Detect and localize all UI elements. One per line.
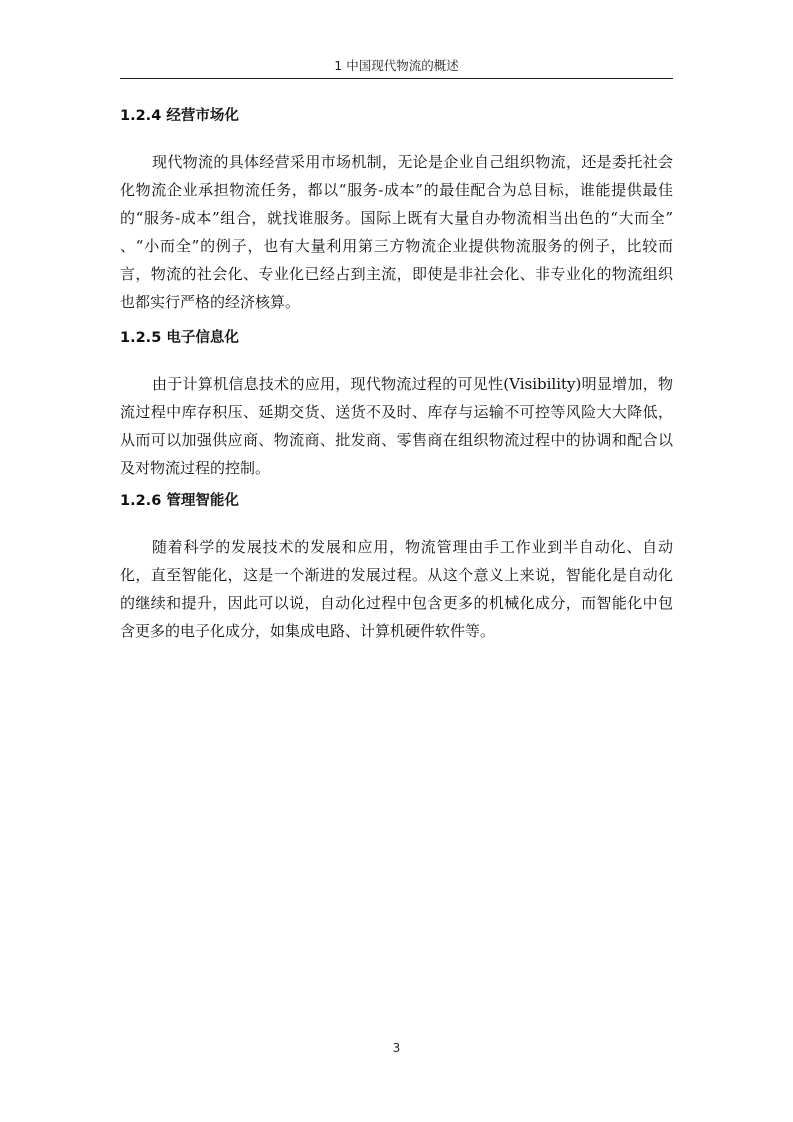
section-heading-1-2-4: 1.2.4 经营市场化 [120, 108, 239, 124]
section-body-1-2-5: 由于计算机信息技术的应用，现代物流过程的可见性(Visibility)明显增加，物流过程中库存积压、延期交货、送货不及时、库存与运输不可控等风险大大降低，从而可以加强供应商、物流商、批发商、零售商在组织物流过程中的协调和配合以及对物流过程的控制。 [120, 375, 673, 477]
page-number: 3 [392, 1041, 401, 1055]
section-body-1-2-6: 随着科学的发展技术的发展和应用，物流管理由手工作业到半自动化、自动化，直至智能化，这是一个渐进的发展过程。从这个意义上来说，智能化是自动化的继续和提升，因此可以说，自动化过程中包含更多的机械化成分，而智能化中包含更多的电子化成分，如集成电路、计算机硬件软件等。 [120, 538, 673, 640]
page-header [120, 58, 673, 79]
section-heading-1-2-5: 1.2.5 电子信息化 [120, 330, 239, 346]
page-header-title: 1 中国现代物流的概述 [334, 58, 459, 73]
section-heading-1-2-6: 1.2.6 管理智能化 [120, 493, 239, 509]
section-body-1-2-4: 现代物流的具体经营采用市场机制，无论是企业自己组织物流，还是委托社会化物流企业承担物流任务，都以“服务-成本”的最佳配合为总目标，谁能提供最佳的“服务-成本”组合，就找谁服务。国际上既有大量自办物流相当出色的“大而全” 、“小而全”的例子，也有大量利用第三方物流企业提供物流服务的例子，比较而言，物流的社会化、专业化已经占到主流，即使是非社会化、非专业化的物流组织也都实行严格的经济核算。 [120, 153, 673, 311]
